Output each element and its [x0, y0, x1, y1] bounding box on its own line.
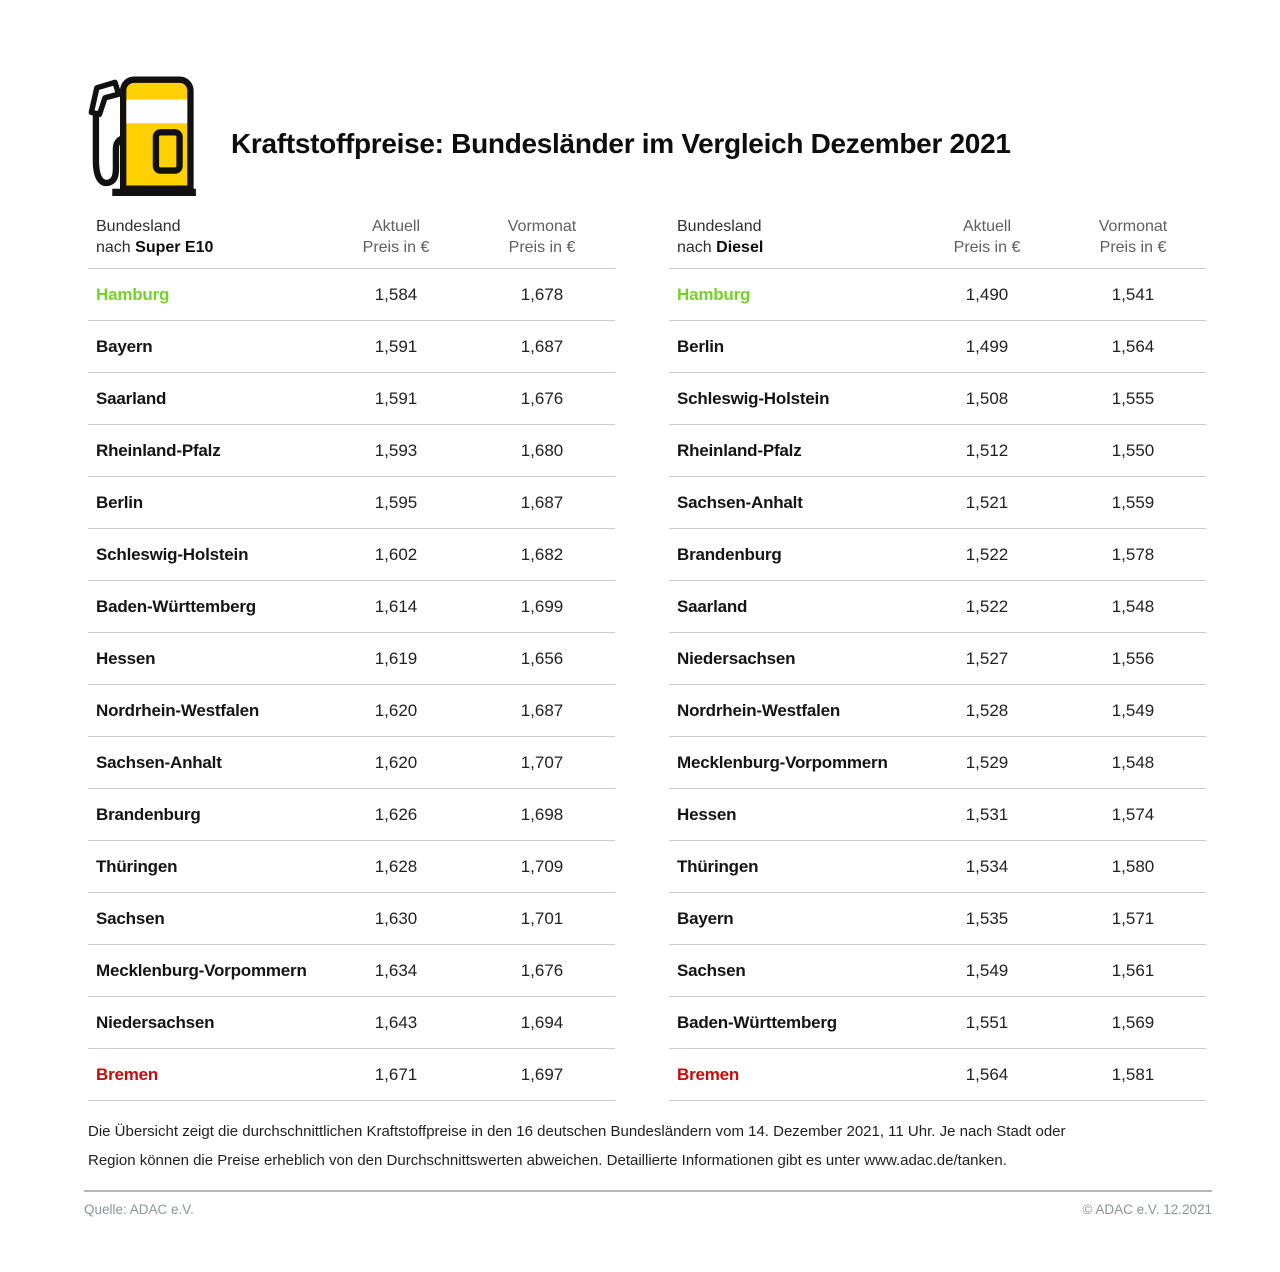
state-name-cell: Bremen [96, 1064, 159, 1084]
table-row [669, 841, 1206, 893]
state-name-cell: Nordrhein-Westfalen [677, 700, 841, 720]
state-name-cell: Sachsen-Anhalt [677, 492, 803, 512]
previous-price-cell: 1,680 [520, 440, 564, 460]
table-row [88, 477, 615, 529]
table-row [669, 581, 1206, 633]
table-body [88, 269, 615, 1101]
table-body [669, 269, 1206, 1101]
current-price-cell: 1,549 [965, 960, 1009, 980]
table-row [669, 789, 1206, 841]
current-price-cell: 1,591 [374, 336, 418, 356]
column-header-bundesland-top: Bundesland [96, 218, 181, 235]
fuel-type-label: Super E10 [135, 239, 214, 256]
super-e10-table [88, 216, 615, 1101]
current-price-cell: 1,591 [374, 388, 418, 408]
column-header-bundesland-bottom: nach Diesel [677, 239, 764, 256]
column-header-bundesland [677, 216, 914, 258]
current-price-cell: 1,534 [965, 856, 1009, 876]
previous-price-cell: 1,556 [1111, 648, 1155, 668]
current-price-cell: 1,551 [965, 1012, 1009, 1032]
table-row [669, 425, 1206, 477]
table-row [669, 945, 1206, 997]
source-label: Quelle: ADAC e.V. [84, 1202, 194, 1217]
previous-price-cell: 1,541 [1111, 284, 1155, 304]
column-header-vormonat: Vormonat Preis in € [1098, 218, 1168, 256]
current-price-cell: 1,626 [374, 804, 418, 824]
page-footer [84, 1202, 1212, 1217]
previous-price-cell: 1,559 [1111, 492, 1155, 512]
current-price-cell: 1,535 [965, 908, 1009, 928]
state-name-cell: Berlin [677, 336, 724, 356]
state-name-cell: Baden-Württemberg [96, 596, 256, 616]
fuel-type-label: Diesel [716, 239, 764, 256]
current-price-cell: 1,614 [374, 596, 418, 616]
current-price-cell: 1,528 [965, 700, 1009, 720]
table-row [88, 893, 615, 945]
column-header-bundesland [96, 216, 323, 258]
previous-price-cell: 1,709 [520, 856, 564, 876]
previous-price-cell: 1,701 [520, 908, 564, 928]
table-row [669, 685, 1206, 737]
previous-price-cell: 1,697 [520, 1064, 564, 1084]
current-price-cell: 1,490 [965, 284, 1009, 304]
state-name-cell: Saarland [677, 596, 748, 616]
previous-price-cell: 1,687 [520, 700, 564, 720]
current-price-cell: 1,671 [374, 1064, 418, 1084]
previous-price-cell: 1,687 [520, 492, 564, 512]
previous-price-cell: 1,571 [1111, 908, 1155, 928]
table-header [88, 216, 615, 269]
table-row [88, 529, 615, 581]
current-price-cell: 1,593 [374, 440, 418, 460]
state-name-cell: Rheinland-Pfalz [677, 440, 802, 460]
table-row [669, 1049, 1206, 1101]
state-name-cell: Thüringen [677, 856, 759, 876]
previous-price-cell: 1,676 [520, 388, 564, 408]
footer-divider [84, 1190, 1212, 1192]
previous-price-cell: 1,578 [1111, 544, 1155, 564]
table-row [88, 633, 615, 685]
current-price-cell: 1,634 [374, 960, 418, 980]
state-name-cell: Hessen [96, 648, 156, 668]
previous-price-cell: 1,580 [1111, 856, 1155, 876]
current-price-cell: 1,620 [374, 700, 418, 720]
previous-price-cell: 1,581 [1111, 1064, 1155, 1084]
current-price-cell: 1,628 [374, 856, 418, 876]
table-row [88, 581, 615, 633]
state-name-cell: Niedersachsen [96, 1012, 215, 1032]
current-price-cell: 1,499 [965, 336, 1009, 356]
current-price-cell: 1,643 [374, 1012, 418, 1032]
state-name-cell: Sachsen [96, 908, 165, 928]
table-row [669, 477, 1206, 529]
previous-price-cell: 1,676 [520, 960, 564, 980]
table-row [669, 269, 1206, 321]
current-price-cell: 1,584 [374, 284, 418, 304]
table-row [669, 321, 1206, 373]
table-row [88, 685, 615, 737]
copyright-label: © ADAC e.V. 12.2021 [1082, 1202, 1212, 1217]
previous-price-cell: 1,687 [520, 336, 564, 356]
table-row [88, 997, 615, 1049]
current-price-cell: 1,630 [374, 908, 418, 928]
diesel-table [669, 216, 1206, 1101]
tables-container [88, 216, 1206, 1101]
table-row [669, 373, 1206, 425]
state-name-cell: Saarland [96, 388, 167, 408]
table-row [88, 789, 615, 841]
fuel-pump-icon [85, 72, 205, 200]
previous-price-cell: 1,694 [520, 1012, 564, 1032]
previous-price-cell: 1,569 [1111, 1012, 1155, 1032]
table-row [88, 1049, 615, 1101]
state-name-cell: Sachsen [677, 960, 746, 980]
current-price-cell: 1,531 [965, 804, 1009, 824]
previous-price-cell: 1,574 [1111, 804, 1155, 824]
state-name-cell: Baden-Württemberg [677, 1012, 837, 1032]
state-name-cell: Mecklenburg-Vorpommern [677, 752, 888, 772]
state-name-cell: Hessen [677, 804, 737, 824]
current-price-cell: 1,602 [374, 544, 418, 564]
table-row [88, 373, 615, 425]
previous-price-cell: 1,707 [520, 752, 564, 772]
previous-price-cell: 1,699 [520, 596, 564, 616]
column-header-aktuell: Aktuell Preis in € [953, 218, 1021, 256]
column-header-bundesland-bottom: nach Super E10 [96, 239, 214, 256]
current-price-cell: 1,619 [374, 648, 418, 668]
state-name-cell: Thüringen [96, 856, 178, 876]
state-name-cell: Brandenburg [677, 544, 782, 564]
current-price-cell: 1,522 [965, 596, 1009, 616]
current-price-cell: 1,521 [965, 492, 1009, 512]
previous-price-cell: 1,549 [1111, 700, 1155, 720]
table-row [88, 321, 615, 373]
table-row [669, 633, 1206, 685]
previous-price-cell: 1,564 [1111, 336, 1155, 356]
current-price-cell: 1,595 [374, 492, 418, 512]
table-row [88, 945, 615, 997]
state-name-cell: Bremen [677, 1064, 740, 1084]
state-name-cell: Sachsen-Anhalt [96, 752, 222, 772]
table-row [669, 997, 1206, 1049]
previous-price-cell: 1,550 [1111, 440, 1155, 460]
table-header [669, 216, 1206, 269]
column-header-bundesland-top: Bundesland [677, 218, 762, 235]
table-row [88, 425, 615, 477]
previous-price-cell: 1,555 [1111, 388, 1155, 408]
state-name-cell: Hamburg [677, 284, 751, 304]
state-name-cell: Nordrhein-Westfalen [96, 700, 260, 720]
current-price-cell: 1,522 [965, 544, 1009, 564]
state-name-cell: Bayern [677, 908, 734, 928]
state-name-cell: Bayern [96, 336, 153, 356]
previous-price-cell: 1,698 [520, 804, 564, 824]
state-name-cell: Niedersachsen [677, 648, 796, 668]
page-title: Kraftstoffpreise: Bundesländer im Vergleich Dezember 2021 [231, 128, 1011, 159]
state-name-cell: Brandenburg [96, 804, 201, 824]
state-name-cell: Schleswig-Holstein [96, 544, 249, 564]
current-price-cell: 1,508 [965, 388, 1009, 408]
current-price-cell: 1,620 [374, 752, 418, 772]
state-name-cell: Rheinland-Pfalz [96, 440, 221, 460]
previous-price-cell: 1,678 [520, 284, 564, 304]
current-price-cell: 1,564 [965, 1064, 1009, 1084]
column-header-aktuell: Aktuell Preis in € [362, 218, 430, 256]
page-header [85, 72, 1011, 200]
column-header-vormonat: Vormonat Preis in € [507, 218, 577, 256]
footnote-text: Die Übersicht zeigt die durchschnittlichen Kraftstoffpreise in den 16 deutschen Bundesländern vom 14. Dezember 2021, 11 Uhr. Je nach Stadt oder Region können die Preise erheblich von den Durchschnittswerten abweichen. Detaillierte Informationen gibt es unter www.adac.de/tanken. [88, 1123, 1066, 1169]
previous-price-cell: 1,548 [1111, 752, 1155, 772]
previous-price-cell: 1,548 [1111, 596, 1155, 616]
table-row [88, 269, 615, 321]
table-row [669, 893, 1206, 945]
state-name-cell: Hamburg [96, 284, 170, 304]
previous-price-cell: 1,561 [1111, 960, 1155, 980]
current-price-cell: 1,527 [965, 648, 1009, 668]
current-price-cell: 1,529 [965, 752, 1009, 772]
table-row [669, 529, 1206, 581]
state-name-cell: Mecklenburg-Vorpommern [96, 960, 307, 980]
previous-price-cell: 1,682 [520, 544, 564, 564]
current-price-cell: 1,512 [965, 440, 1009, 460]
previous-price-cell: 1,656 [520, 648, 564, 668]
table-row [669, 737, 1206, 789]
table-row [88, 737, 615, 789]
state-name-cell: Schleswig-Holstein [677, 388, 830, 408]
table-row [88, 841, 615, 893]
state-name-cell: Berlin [96, 492, 143, 512]
